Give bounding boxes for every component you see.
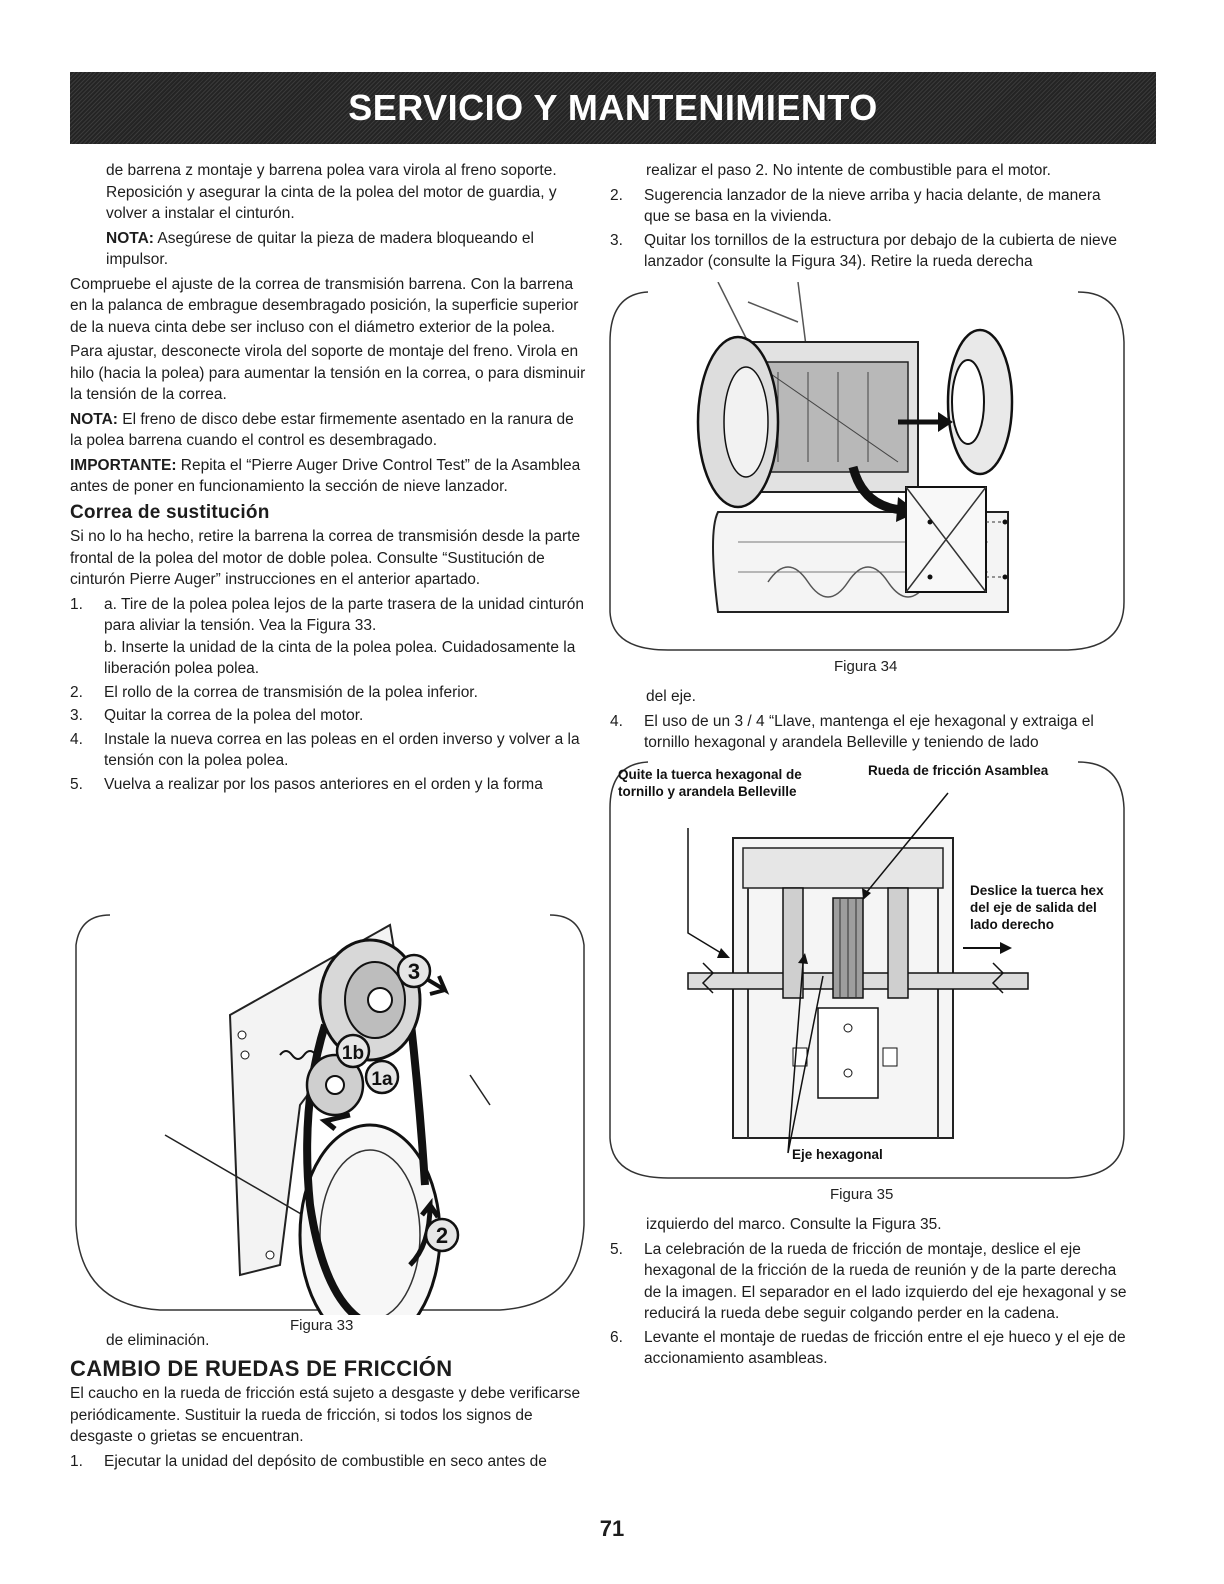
list-item: 4. El uso de un 3 / 4 “Llave, mantenga el eje hexagonal y extraiga el tornillo hexagonal y arandela Belleville y teniendo de lado: [610, 712, 1094, 751]
list-item: 1. Ejecutar la unidad del depósito de combustible en seco antes de: [70, 1452, 547, 1470]
friction-wheel-illustration: [608, 758, 1128, 1180]
nota-2-text: El freno de disco debe estar firmemente asentado en la ranura de la polea barrena cuando el control es desembragado.: [70, 410, 574, 449]
right-column-bottom: [610, 1214, 1130, 1372]
figure-33-caption: Figura 33: [290, 1317, 354, 1334]
list-item: 5. Vuelva a realizar por los pasos anteriores en el orden y la forma: [70, 775, 543, 793]
wheel-removal-illustration: [608, 282, 1128, 652]
replacement-steps: [70, 594, 590, 796]
after-figure-text: de eliminación.: [106, 1332, 210, 1349]
section-heading: CAMBIO DE RUEDAS DE FRICCIÓN: [70, 1355, 453, 1381]
left-column-top: [70, 160, 590, 797]
figure-33: [70, 905, 590, 1334]
paragraph-1: Compruebe el ajuste de la correa de transmisión barrena. Con la barrena en la palanca de embrague desembragado posición, la superficie superior de la nueva cinta debe ser incluso con el diámetro exterior de la polea.: [70, 275, 579, 336]
figure-34-caption: Figura 34: [834, 658, 898, 675]
sub-heading: Correa de sustitución: [70, 501, 270, 523]
callout-2-label: 2: [435, 1223, 449, 1248]
figure-35: [608, 758, 1128, 1208]
label-hex-shaft: Eje hexagonal: [792, 1147, 883, 1162]
callout-1a-label: 1a: [371, 1069, 393, 1090]
nota-1-label: NOTA:: [106, 229, 154, 247]
continuation-2: del eje.: [646, 688, 696, 705]
continuation-3: izquierdo del marco. Consulte la Figura 35.: [646, 1216, 942, 1233]
list-item: 3. Quitar la correa de la polea del motor.: [70, 707, 364, 724]
list-item: 5. La celebración de la rueda de fricción de montaje, deslice el eje hexagonal de la fricción de la rueda de reunión y de la parte derecha de la imagen. El separador en el lado izquierdo del eje hexagonal y se reducirá la rueda debe seguir colgando perder en la cadena.: [610, 1240, 1127, 1322]
section-paragraph: El caucho en la rueda de fricción está sujeto a desgaste y debe verificarse periódicamente. Sustituir la rueda de fricción, si todos los signos de desgaste o grietas se encuentran.: [70, 1385, 581, 1445]
list-item: 2. Sugerencia lanzador de la nieve arriba y hacia delante, de manera que se basa en la vivienda.: [610, 186, 1101, 225]
label-friction-wheel: Rueda de fricción Asamblea: [868, 763, 1049, 778]
callout-1b-label: 1b: [341, 1043, 365, 1064]
steps-a: [610, 185, 1130, 273]
importante-text: Repita el “Pierre Auger Drive Control Test” de la Asamblea antes de poner en funcionamiento la sección de nieve lanzador.: [70, 456, 581, 495]
left-column-bottom: [70, 1330, 590, 1474]
section-banner: [70, 72, 1156, 144]
importante: [70, 455, 590, 498]
page-title: SERVICIO Y MANTENIMIENTO: [348, 87, 878, 128]
nota-1-text: Asegúrese de quitar la pieza de madera bloqueando el impulsor.: [106, 229, 534, 268]
label-slide-nut: Deslice la tuerca hex del eje de salida del lado derecho: [970, 883, 1104, 932]
list-item: 2. El rollo de la correa de transmisión de la polea inferior.: [70, 683, 478, 701]
sub-paragraph: Si no lo ha hecho, retire la barrena la correa de transmisión desde la parte frontal de la polea del motor de doble polea. Consulte “Sustitución de cinturón Pierre Auger” instrucciones en el anterior apartado.: [70, 528, 581, 588]
list-item: 1. a. Tire de la polea polea lejos de la parte trasera de la unidad cinturón para aliviar la tensión. Vea la Figura 33. b. Inserte la unidad de la cinta de la polea polea. Cuidadosamente la liberación polea polea.: [70, 595, 584, 677]
nota-2-label: NOTA:: [70, 410, 118, 428]
right-column-top: [610, 160, 1130, 275]
list-item: 6. Levante el montaje de ruedas de fricción entre el eje hueco y el eje de accionamiento asambleas.: [610, 1328, 1126, 1367]
continuation-1: realizar el paso 2. No intente de combustible para el motor.: [646, 162, 1051, 179]
page-number: 71: [599, 1516, 625, 1541]
pulley-illustration: [70, 905, 590, 1315]
steps-b: [610, 711, 1130, 754]
nota-2: [70, 409, 590, 452]
list-item: 3. Quitar los tornillos de la estructura por debajo de la cubierta de nieve lanzador (consulte la Figura 34). Retire la rueda derecha: [610, 231, 1118, 270]
nota-1: [70, 228, 590, 271]
steps-c: [610, 1239, 1130, 1370]
right-column-middle: [610, 686, 1130, 756]
section-steps: [70, 1451, 590, 1473]
figure-35-caption: Figura 35: [830, 1186, 894, 1203]
label-remove-nut: Quite la tuerca hexagonal de tornillo y arandela Belleville: [618, 767, 802, 799]
importante-label: IMPORTANTE:: [70, 456, 177, 474]
intro-paragraph: de barrena z montaje y barrena polea vara virola al freno soporte. Reposición y asegurar la cinta de la polea del motor de guardia, y volver a instalar el cinturón.: [106, 162, 557, 222]
paragraph-2: Para ajustar, desconecte virola del soporte de montaje del freno. Virola en hilo (hacia la polea) para aumentar la tensión en la correa, o para disminuir la tensión de la correa.: [70, 343, 586, 403]
list-item: 4. Instale la nueva correa en las poleas en el orden inverso y volver a la tensión con la polea polea.: [70, 730, 580, 769]
figure-34: [608, 282, 1128, 682]
callout-3-label: 3: [407, 959, 421, 984]
